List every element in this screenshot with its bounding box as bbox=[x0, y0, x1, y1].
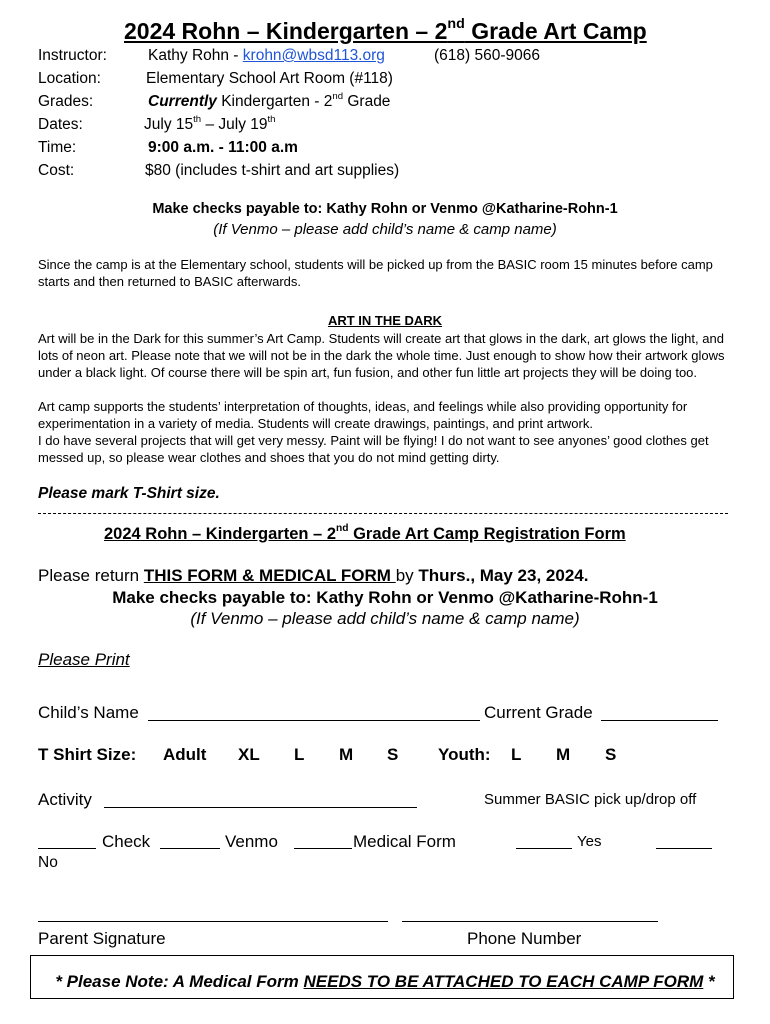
grades-label: Grades: bbox=[38, 93, 94, 110]
time-label: Time: bbox=[38, 139, 77, 156]
pickup-note: Since the camp is at the Elementary school, students will be picked up from the BASIC room 15 minutes before camp starts and then returned to BASIC afterwards. bbox=[38, 257, 713, 289]
location-value: Elementary School Art Room (#118) bbox=[146, 70, 393, 87]
youth-label: Youth: bbox=[438, 745, 491, 764]
venmo-blank[interactable] bbox=[160, 848, 220, 849]
phone-number-field[interactable] bbox=[402, 921, 658, 922]
basic-pickup-label: Summer BASIC pick up/drop off bbox=[484, 791, 697, 808]
phone-number-label: Phone Number bbox=[467, 929, 582, 948]
yes-label: Yes bbox=[577, 833, 602, 850]
venmo-label: Venmo bbox=[225, 832, 278, 851]
art-heading: ART IN THE DARK bbox=[327, 313, 443, 328]
adult-size-m[interactable]: M bbox=[339, 745, 354, 764]
adult-size-xl[interactable]: XL bbox=[238, 745, 260, 764]
please-print: Please Print bbox=[38, 650, 130, 669]
parent-signature-label: Parent Signature bbox=[38, 929, 166, 948]
instructor-value: Kathy Rohn - krohn@wbsd113.org bbox=[148, 47, 385, 64]
cost-label: Cost: bbox=[38, 162, 75, 179]
form-title: 2024 Rohn – Kindergarten – 2nd Grade Art Camp Registration Form bbox=[104, 523, 626, 543]
art-paragraph-3: I do have several projects that will get very messy. Paint will be flying! I do not want to see anyones’ good clothes get messed up, so please wear clothes and shoes that you do not mind getting dirty. bbox=[38, 433, 709, 465]
cut-line bbox=[38, 513, 728, 514]
youth-size-m[interactable]: M bbox=[556, 745, 571, 764]
cost-value: $80 (includes t-shirt and art supplies) bbox=[145, 162, 400, 179]
dates-value: July 15th – July 19th bbox=[144, 114, 276, 133]
instructor-email-link[interactable]: krohn@wbsd113.org bbox=[242, 47, 385, 64]
time-value: 9:00 a.m. - 11:00 a.m bbox=[148, 139, 298, 156]
parent-signature-field[interactable] bbox=[38, 921, 388, 922]
adult-size-s[interactable]: S bbox=[387, 745, 399, 764]
adult-label: Adult bbox=[163, 745, 207, 764]
instructor-phone: (618) 560-9066 bbox=[434, 47, 540, 64]
no-blank[interactable] bbox=[656, 848, 712, 849]
child-name-field[interactable] bbox=[148, 720, 480, 721]
activity-field[interactable] bbox=[104, 807, 417, 808]
medical-form-blank[interactable] bbox=[294, 848, 352, 849]
grades-value: Currently Kindergarten - 2nd Grade bbox=[148, 91, 391, 110]
current-grade-label: Current Grade bbox=[484, 703, 593, 722]
youth-size-l[interactable]: L bbox=[511, 745, 522, 764]
instructor-label: Instructor: bbox=[38, 47, 107, 64]
art-paragraph-2: Art camp supports the students’ interpretation of thoughts, ideas, and feelings while also providing opportunity for experimentation in a variety of media. Students will create drawings, paintings, and print artwork. bbox=[38, 399, 688, 431]
yes-blank[interactable] bbox=[516, 848, 572, 849]
child-name-label: Child’s Name bbox=[38, 703, 139, 722]
dates-label: Dates: bbox=[38, 116, 83, 133]
payment-line: Make checks payable to: Kathy Rohn or Venmo @Katharine-Rohn-1 bbox=[152, 201, 618, 217]
check-blank[interactable] bbox=[38, 848, 96, 849]
tshirt-note: Please mark T-Shirt size. bbox=[38, 485, 220, 502]
current-grade-field[interactable] bbox=[601, 720, 718, 721]
page-title: 2024 Rohn – Kindergarten – 2nd Grade Art Camp bbox=[124, 16, 647, 44]
art-paragraph-1: Art will be in the Dark for this summer’s Art Camp. Students will create art that glows in the dark, art glows the light, and lots of neon art. Please note that we will not be in the dark the whole time. Just enough to show how their artwork glows under a black light. Of course there will be spin art, fun fusion, and other fun little art projects they will be doing too. bbox=[38, 331, 725, 380]
tshirt-size-label: T Shirt Size: bbox=[38, 745, 137, 764]
no-label: No bbox=[38, 854, 58, 871]
youth-size-s[interactable]: S bbox=[605, 745, 617, 764]
form-venmo-note: (If Venmo – please add child’s name & camp name) bbox=[190, 609, 580, 628]
activity-label: Activity bbox=[38, 790, 92, 809]
adult-size-l[interactable]: L bbox=[294, 745, 305, 764]
return-instructions: Please return THIS FORM & MEDICAL FORM by Thurs., May 23, 2024. bbox=[38, 566, 589, 585]
medical-form-notice: * Please Note: A Medical Form NEEDS TO BE ATTACHED TO EACH CAMP FORM * bbox=[55, 972, 715, 991]
venmo-note: (If Venmo – please add child’s name & camp name) bbox=[213, 221, 557, 238]
location-label: Location: bbox=[38, 70, 101, 87]
form-payment-line: Make checks payable to: Kathy Rohn or Venmo @Katharine-Rohn-1 bbox=[112, 588, 658, 607]
check-label: Check bbox=[102, 832, 151, 851]
medical-form-label: Medical Form bbox=[353, 832, 456, 851]
